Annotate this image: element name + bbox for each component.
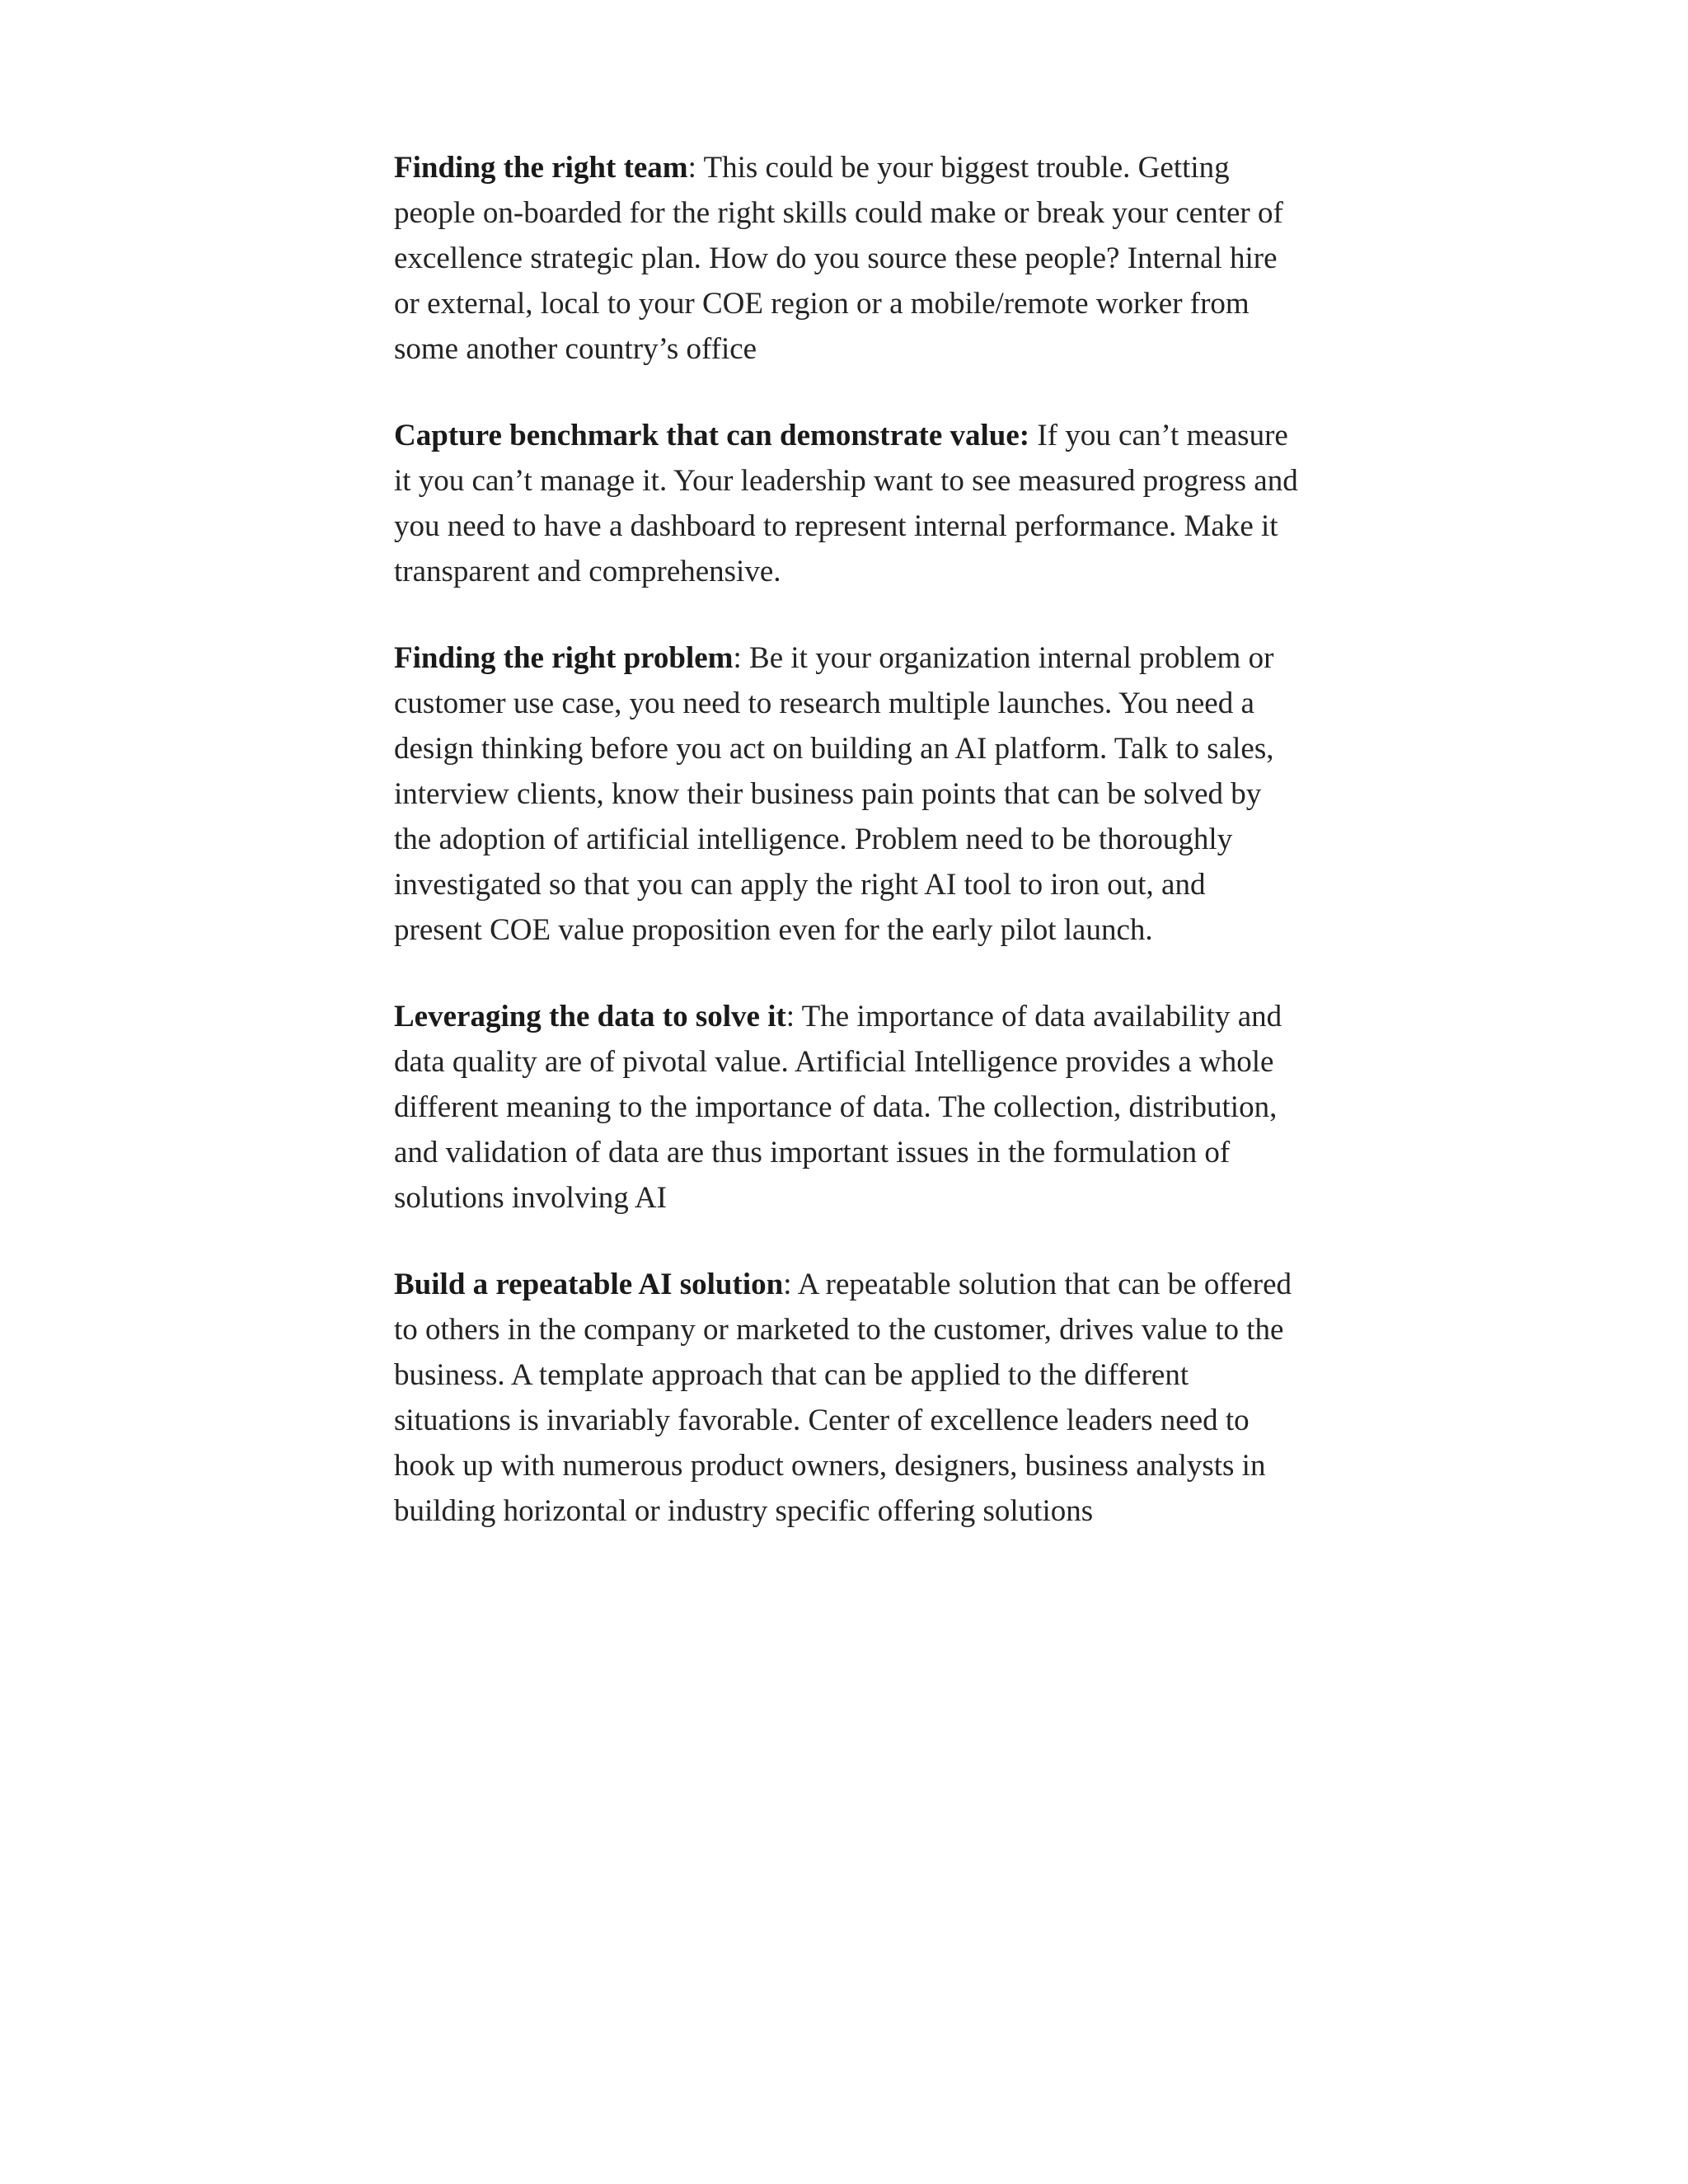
paragraph-text: Be it your organization internal problem or customer use case, you need to research multiple launches. You need a design thinking before you act on building an AI platform. Talk to sales, interview clients, know their business pain points that can be solved by the adoption of artificial intelligence. Problem need to be thoroughly investigated so that you can apply the right AI tool to iron out, and present COE value proposition even for the early pilot launch.: [394, 641, 1274, 947]
paragraph-finding-problem: [394, 635, 1301, 953]
paragraph-text: The importance of data availability and data quality are of pivotal value. Artificial Intelligence provides a whole different meaning to the importance of data. The collection, distribution, and validation of data are thus important issues in the formulation of solutions involving AI: [394, 1000, 1282, 1215]
paragraph-separator: [1029, 419, 1037, 452]
paragraph-separator: :: [687, 151, 704, 185]
article-body: [394, 145, 1301, 1575]
paragraph-text: If you can’t measure it you can’t manage it. Your leadership want to see measured progress and you need to have a dashboard to represent internal performance. Make it transparent and comprehensive.: [394, 419, 1298, 588]
paragraph-heading: Capture benchmark that can demonstrate value:: [394, 419, 1030, 452]
paragraph-heading: Build a repeatable AI solution: [394, 1268, 784, 1301]
paragraph-repeatable-solution: [394, 1262, 1301, 1534]
paragraph-capture-benchmark: [394, 413, 1301, 594]
paragraph-text: This could be your biggest trouble. Getting people on-boarded for the right skills could make or break your center of excellence strategic plan. How do you source these people? Internal hire or external, local to your COE region or a mobile/remote worker from some another country’s office: [394, 151, 1283, 366]
paragraph-separator: :: [785, 1000, 802, 1033]
paragraph-heading: Finding the right team: [394, 151, 688, 185]
paragraph-leveraging-data: [394, 994, 1301, 1221]
paragraph-text: A repeatable solution that can be offered to others in the company or marketed to the customer, drives value to the business. A template approach that can be applied to the different situations is invariably favorable. Center of excellence leaders need to hook up with numerous product owners, designers, business analysts in building horizontal or industry specific offering solutions: [394, 1268, 1292, 1528]
paragraph-heading: Finding the right problem: [394, 641, 734, 675]
paragraph-separator: :: [733, 641, 750, 675]
paragraph-separator: :: [783, 1268, 798, 1301]
paragraph-finding-team: [394, 145, 1301, 372]
paragraph-heading: Leveraging the data to solve it: [394, 1000, 786, 1033]
